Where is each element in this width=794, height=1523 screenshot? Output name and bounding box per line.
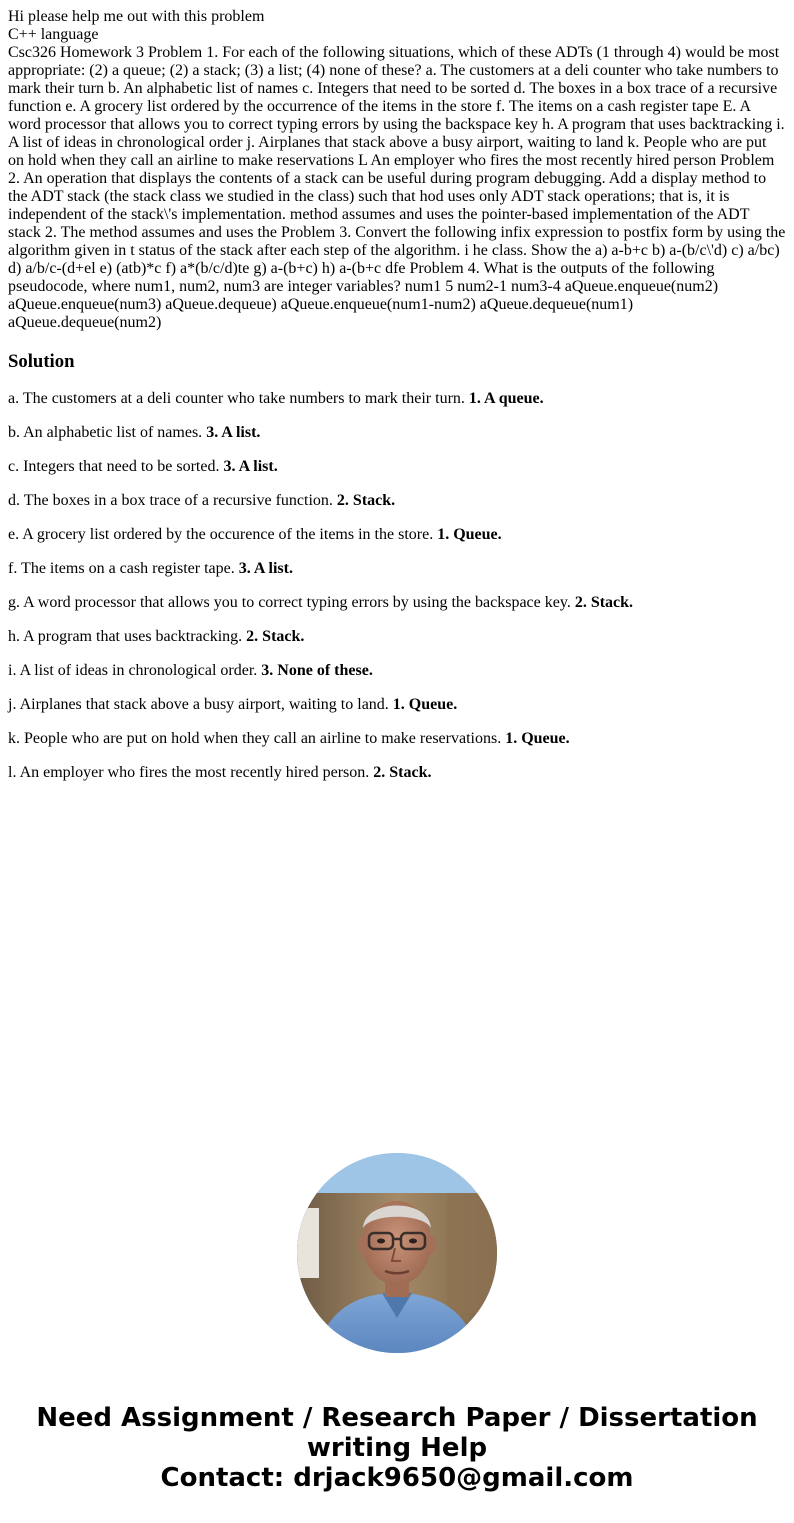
- answer-text: k. People who are put on hold when they call an airline to make reservations.: [8, 730, 502, 747]
- answer-value: 2. Stack.: [574, 594, 634, 611]
- question-body: Csc326 Homework 3 Problem 1. For each of the following situations, which of these ADTs (1 through 4) would be most appropriate: (2) a queue; (2) a stack; (3) a list; (4) none of these? a. The customers at a deli counter who take numbers to mark their turn b. An alphabetic list of names c. Integers that need to be sorted d. The boxes in a box trace of a recursive function e. A grocery list ordered by the occurrence of the items in the store f. The items on a cash register tape E. A word processor that allows you to correct typing errors by using the backspace key h. A program that uses backtracking i. A list of ideas in chronological order j. Airplanes that stack above a busy airport, waiting to land k. People who are put on hold when they call an airline to make reservations L An employer who fires the most recently hired person Problem 2. An operation that displays the contents of a stack can be useful during program debugging. Add a display method to the ADT stack (the stack class we studied in the class) such that hod uses only ADT stack operations; that is, it is independent of the stack\'s implementation. method assumes and uses the pointer-based implementation of the ADT stack 2. The method assumes and uses the Problem 3. Convert the following infix expression to postfix form by using the algorithm given in t status of the stack after each step of the algorithm. i he class. Show the a) a-b+c b) a-(b/c\'d) c) a/bc) d) a/b/c-(d+el e) (atb)*c f) a*(b/c/d)te g) a-(b+c) h) a-(b+c dfe Problem 4. What is the outputs of the following pseudocode, where num1, num2, num3 are integer variables? num1 5 num2-1 num3-4 aQueue.enqueue(num2) aQueue.enqueue(num3) aQueue.dequeue) aQueue.enqueue(num1-num2) aQueue.dequeue(num1) aQueue.dequeue(num2): [8, 44, 786, 331]
- answer-text: a. The customers at a deli counter who take numbers to mark their turn.: [8, 390, 465, 407]
- answer-text: d. The boxes in a box trace of a recursive function.: [8, 492, 333, 509]
- answer-value: 3. A list.: [238, 560, 293, 577]
- answer-item: [8, 458, 786, 476]
- answer-item: [8, 492, 786, 510]
- answer-value: 1. Queue.: [437, 526, 502, 543]
- promo-line-2: writing Help: [306, 1433, 488, 1463]
- question-block: [8, 8, 786, 332]
- solution-heading: Solution: [8, 351, 75, 372]
- answer-text: h. A program that uses backtracking.: [8, 628, 243, 645]
- answer-text: i. A list of ideas in chronological order.: [8, 662, 258, 679]
- answer-item: [8, 662, 786, 680]
- answer-text: c. Integers that need to be sorted.: [8, 458, 220, 475]
- answer-item: [8, 424, 786, 442]
- answer-item: [8, 390, 786, 408]
- question-greeting: Hi please help me out with this problem: [8, 8, 265, 25]
- answer-item: [8, 696, 786, 714]
- tutor-portrait-illustration: [297, 1153, 497, 1353]
- answer-item: [8, 730, 786, 748]
- answer-text: j. Airplanes that stack above a busy airport, waiting to land.: [8, 696, 389, 713]
- answer-value: 2. Stack.: [336, 492, 396, 509]
- answer-list: [8, 390, 786, 798]
- promo-line-1: Need Assignment / Research Paper / Dissertation: [36, 1403, 758, 1433]
- answer-value: 2. Stack.: [246, 628, 305, 645]
- answer-text: f. The items on a cash register tape.: [8, 560, 235, 577]
- promo-banner: [0, 1403, 794, 1493]
- promo-contact: Contact: drjack9650@gmail.com: [160, 1463, 634, 1493]
- answer-value: 3. None of these.: [261, 662, 373, 679]
- answer-item: [8, 628, 786, 646]
- answer-item: [8, 594, 786, 612]
- answer-value: 1. Queue.: [392, 696, 458, 713]
- answer-value: 1. A queue.: [468, 390, 544, 407]
- answer-value: 2. Stack.: [373, 764, 432, 781]
- answer-value: 3. A list.: [206, 424, 261, 441]
- answer-item: [8, 560, 786, 578]
- answer-item: [8, 526, 786, 544]
- answer-text: g. A word processor that allows you to correct typing errors by using the backspace key.: [8, 594, 571, 611]
- answer-value: 3. A list.: [223, 458, 278, 475]
- tutor-avatar: [297, 1153, 497, 1353]
- answer-value: 1. Queue.: [505, 730, 570, 747]
- answer-text: e. A grocery list ordered by the occurence of the items in the store.: [8, 526, 434, 543]
- answer-text: l. An employer who fires the most recently hired person.: [8, 764, 370, 781]
- answer-text: b. An alphabetic list of names.: [8, 424, 203, 441]
- answer-item: [8, 764, 786, 782]
- question-language: C++ language: [8, 26, 99, 43]
